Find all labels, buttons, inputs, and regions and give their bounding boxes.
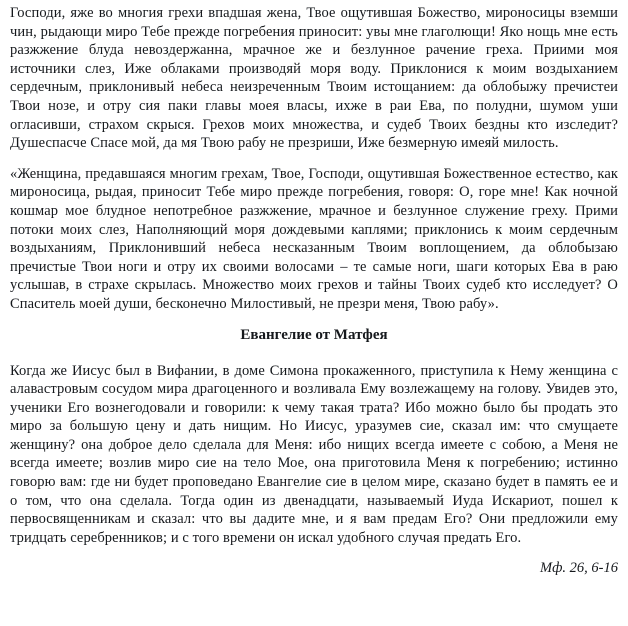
paragraph-gospel-matthew: Когда же Иисус был в Вифании, в доме Симона прокаженного, приступила к Нему женщина с алавастровым сосудом мира драгоценного и возливала Ему возлежащему на голову. Увидев это, ученики Его вознегодовали и говорили: к чему такая трата? Ибо можно было бы продать это миро за большую цену и дать нищим. Но Иисус, уразумев сие, сказал им: что смущаете женщину? она доброе дело сделала для Меня: ибо нищих всегда имеете с собою, а Меня не всегда имеете; возлив миро сие на тело Мое, она приготовила Меня к погребению; истинно говорю вам: где ни будет проповедано Евангелие сие в целом мире, сказано будет в память ее и о том, что она сделала. Тогда один из двенадцати, называемый Иуда Искариот, пошел к первосвященникам и сказал: что вы дадите мне, и я вам предам Его? Они предложили ему тридцать серебренников; и с того времени он искал удобного случая предать Его.	[10, 362, 618, 546]
paragraph-church-slavonic-hymn: Господи, яже во многия грехи впадшая жена, Твое ощутившая Божество, мироносицы вземши чин, рыдающи миро Тебе прежде погребения приносит: увы мне глаголющи! Яко нощь мне есть разжжение блуда невоздержанна, мрачное же и безлунное рачение греха. Приими моя источники слез, Иже облаками производяй моря воду. Приклонися к моим воздыханием сердечным, приклонивый небеса неизреченным Твоим истощанием: да облобыжу пречистеи Твои нозе, и отру сия паки главы моея власы, ихже в раи Ева, по полудни, шумом уши огласивши, страхом скрыся. Грехов моих множества, и судеб Твоих бездны кто изследит? Душеспасче Спасе мой, да мя Твою рабу не презриши, Иже безмерную имеяй милость.	[10, 5, 618, 152]
paragraph-russian-translation: «Женщина, предавшаяся многим грехам, Твое, Господи, ощутившая Божественное естество, как мироносица, рыдая, приносит Тебе миро прежде погребения, говоря: О, горе мне! Как ночной кошмар мое блудное непотребное разжжение, мрачное и безлунное служение греху. Прими потоки моих слез, Наполняющий моря дождевыми каплями; приклонись к моим сердечным воздыханиям, Приклонивший небеса несказанным Твоим воплощением, да облобызаю пречистые Твои ноги и отру их своими волосами – те самые ноги, шаги которых Ева в раю услышав, в страхе скрылась. Множество моих грехов и тайны Твоих судеб кто исследует? О Спаситель моей души, бесконечно Милостивый, не презри меня, Твою рабу».	[10, 165, 618, 312]
section-heading-gospel-of-matthew: Евангелие от Матфея	[240, 326, 388, 343]
scripture-reference: Мф. 26, 6-16	[540, 560, 618, 577]
